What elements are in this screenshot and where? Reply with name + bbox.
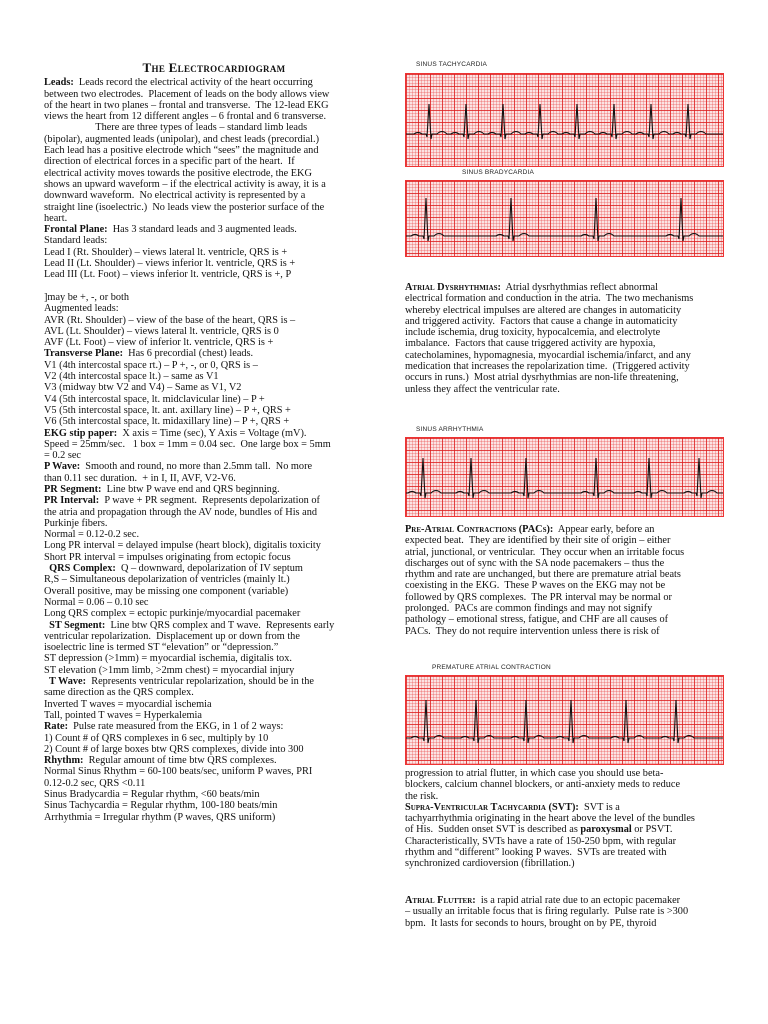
text-span: rhythm and rate are unchanged, but there are premature atrial beats: [405, 569, 681, 581]
bold-term: ST Segment:: [44, 619, 106, 631]
bold-term: Frontal Plane:: [44, 224, 108, 236]
left-column: [44, 62, 384, 823]
text-line: [44, 687, 384, 698]
text-span: Normal Sinus Rhythm = 60-100 beats/sec, uniform P waves, PRI: [44, 766, 313, 778]
bold-term: Supra-Ventricular Tachycardia (SVT):: [405, 801, 579, 813]
text-span: Purkinje fibers.: [44, 517, 108, 529]
text-line: [44, 540, 384, 551]
text-span: Leads record the electrical activity of the heart occurring: [73, 77, 313, 89]
bold-term: EKG stip paper:: [44, 427, 118, 439]
text-span: AVL (Lt. Shoulder) – views lateral lt. ventricle, QRS is 0: [44, 325, 279, 337]
text-line: [44, 766, 384, 777]
text-span: Inverted T waves = myocardial ischemia: [44, 698, 212, 710]
text-line: [44, 552, 384, 563]
text-line: [405, 906, 725, 917]
text-span: Augmented leads:: [44, 303, 119, 315]
ecg-waveform: [406, 104, 723, 139]
text-line: [44, 518, 384, 529]
text-span: electrical formation and conduction in the atria. The two mechanisms: [405, 293, 694, 305]
text-span: direction of electrical forces in a specific part of the heart. If: [44, 156, 295, 168]
bold-term: Rhythm:: [44, 755, 84, 767]
text-line: [405, 282, 725, 293]
text-span: Long PR interval = delayed impulse (heart block), digitalis toxicity: [44, 540, 321, 552]
text-line: [44, 597, 384, 608]
text-line: [44, 405, 384, 416]
text-span: downward waveform. No electrical activity is represented by a: [44, 190, 306, 202]
text-span: views the heart from 12 different angles – 6 frontal and 6 transverse.: [44, 111, 327, 123]
text-line: [405, 779, 725, 790]
text-span: between two electrodes. Placement of leads on the body allows view: [44, 88, 330, 100]
text-line: [44, 642, 384, 653]
text-span: electrical activity moves towards the positive electrode, the EKG: [44, 167, 312, 179]
text-span: V6 (5th intercostal space, lt. midaxillary line) – P +, QRS +: [44, 416, 290, 428]
atrial-flutter-section: [405, 895, 725, 929]
bold-term: Pre-Atrial Contractions (PACs):: [405, 524, 554, 535]
text-span: bpm. It lasts for seconds to hours, brought on by PE, thyroid: [405, 917, 657, 929]
text-span: Smooth and round, no more than 2.5mm tall. No more: [80, 461, 313, 473]
text-span: There are three types of leads – standard limb leads: [44, 122, 308, 134]
ecg-waveform: [406, 700, 723, 743]
text-span: (bipolar), augmented leads (unipolar), and chest leads (precordial.): [44, 133, 320, 145]
text-line: [44, 281, 384, 292]
ecg-strip-sinus-arrhythmia: [405, 437, 724, 517]
text-span: rhythm and “different” looking P waves. SVTs are treated with: [405, 847, 667, 859]
text-span: unless they affect the ventricular rate.: [405, 383, 560, 395]
text-span: Standard leads:: [44, 235, 108, 247]
text-span: Long QRS complex = ectopic purkinje/myocardial pacemaker: [44, 608, 301, 620]
strip-label: PREMATURE ATRIAL CONTRACTION: [432, 664, 551, 671]
text-line: [44, 134, 384, 145]
text-span: discharges out of sync with the SA node pacemakers – thus the: [405, 557, 665, 569]
text-line: [44, 507, 384, 518]
text-line: [44, 190, 384, 201]
ecg-waveform: [406, 198, 723, 241]
text-line: [405, 813, 725, 824]
text-span: Normal = 0.12-0.2 sec.: [44, 529, 140, 541]
text-span: Appear early, before an: [553, 524, 655, 535]
text-span: – usually an irritable focus that is firing regularly. Pulse rate is >300: [405, 906, 689, 918]
text-span: SVT is a: [578, 801, 620, 813]
text-span: blockers, calcium channel blockers, or anti-anxiety meds to reduce: [405, 779, 681, 791]
text-span: Overall positive, may be missing one component (variable): [44, 585, 289, 597]
text-span: synchronized cardioversion (fibrillation.): [405, 858, 575, 870]
text-span: Pulse rate measured from the EKG, in 1 of 2 ways:: [68, 721, 284, 733]
text-line: [44, 100, 384, 111]
text-line: [405, 535, 725, 546]
text-span: catecholamines, hypomagnesia, myocardial ischemia/infarct, and any: [405, 349, 691, 361]
text-span: ST depression (>1mm) = myocardial ischemia, digitalis tox.: [44, 653, 292, 665]
text-span: Lead I (Rt. Shoulder) – views lateral lt. ventricle, QRS is +: [44, 246, 288, 258]
text-line: [44, 473, 384, 484]
bold-term: PR Segment:: [44, 483, 102, 495]
text-line: [405, 626, 725, 637]
strip-label: SINUS BRADYCARDIA: [462, 169, 535, 176]
text-line: [405, 802, 725, 813]
text-span: the atria and propagation through the AV node, bundles of His and: [44, 506, 318, 518]
text-line: [44, 529, 384, 540]
text-line: [405, 547, 725, 558]
text-line: [44, 574, 384, 585]
text-line: [405, 580, 725, 591]
ecg-strip-premature-atrial-contraction: [405, 675, 724, 765]
bold-term: PR Interval:: [44, 495, 100, 507]
text-span: = 0.2 sec: [44, 450, 81, 462]
text-span: V4 (5th intercostal space, lt. midclavicular line) – P +: [44, 393, 265, 405]
text-line: [44, 371, 384, 382]
text-line: [44, 710, 384, 721]
text-line: [405, 895, 725, 906]
text-line: [405, 824, 725, 835]
text-span: ST elevation (>1mm limb, >2mm chest) = myocardial injury: [44, 664, 295, 676]
text-line: [405, 316, 725, 327]
strip-label: SINUS TACHYCARDIA: [416, 61, 488, 68]
text-line: [44, 461, 384, 472]
bold-term: T Wave:: [44, 676, 87, 688]
text-line: [44, 168, 384, 179]
text-span: V2 (4th intercostal space lt.) – same as V1: [44, 371, 219, 383]
text-span: coexisting in the EKG. These P waves on the EKG may not be: [405, 580, 666, 592]
text-line: [44, 213, 384, 224]
text-line: [44, 337, 384, 348]
text-span: tachyarrhythmia originating in the heart above the level of the bundles: [405, 813, 695, 825]
text-span: Has 3 standard leads and 3 augmented leads.: [107, 224, 297, 236]
text-span: Atrial dysrhythmias reflect abnormal: [500, 282, 658, 293]
text-span: Tall, pointed T waves = Hyperkalemia: [44, 709, 202, 721]
atrial-dysrhythmias-section: [405, 282, 725, 395]
text-span: prolonged. PACs are common findings and may not signify: [405, 603, 653, 615]
bold-term: paroxysmal: [580, 824, 632, 836]
text-span: ]may be +, -, or both: [44, 291, 130, 303]
text-span: followed by QRS complexes. The PR interval may be normal or: [405, 591, 672, 603]
text-span: 0.12-0.2 sec, QRS <0.11: [44, 777, 146, 789]
text-span: than 0.11 sec duration. + in I, II, AVF, V2-V6.: [44, 472, 236, 484]
ecg-trace: [406, 438, 723, 516]
text-line: [44, 699, 384, 710]
text-line: [44, 292, 384, 303]
text-span: or PSVT.: [631, 824, 673, 836]
text-line: [44, 733, 384, 744]
bold-term: Rate:: [44, 721, 69, 733]
bold-term: P Wave:: [44, 461, 81, 473]
text-line: [44, 247, 384, 258]
text-span: imbalance. Factors that cause triggered activity are hypoxia,: [405, 338, 656, 350]
text-line: [44, 303, 384, 314]
text-span: Normal = 0.06 – 0.10 sec: [44, 596, 149, 608]
bold-term: Leads:: [44, 77, 74, 89]
left-text-body: [44, 77, 384, 823]
text-line: [44, 416, 384, 427]
text-span: Sinus Tachycardia = Regular rhythm, 100-180 beats/min: [44, 800, 278, 812]
text-span: Lead III (Lt. Foot) – views inferior lt. ventricle, QRS is +, P: [44, 269, 292, 281]
text-span: Characteristically, SVTs have a rate of 150-250 bpm, with regular: [405, 835, 677, 847]
text-line: [405, 847, 725, 858]
text-line: [44, 789, 384, 800]
text-span: include ischemia, drug toxicity, hypocalcemia, and electrolyte: [405, 327, 661, 339]
text-line: [405, 836, 725, 847]
text-span: Q – downward, depolarization of IV septum: [115, 563, 303, 575]
text-line: [44, 563, 384, 574]
text-span: pathology – emotional stress, fatigue, and CHF are all causes of: [405, 614, 669, 626]
text-line: [44, 778, 384, 789]
text-span: Represents ventricular repolarization, should be in the: [86, 676, 314, 688]
text-line: [405, 384, 725, 395]
text-span: heart.: [44, 212, 68, 224]
text-span: [44, 281, 47, 292]
text-line: [44, 394, 384, 405]
text-line: [44, 676, 384, 687]
text-line: [405, 918, 725, 929]
text-span: of the heart in two planes – frontal and transverse. The 12-lead EKG: [44, 99, 329, 111]
text-span: 1) Count # of QRS complexes in 6 sec, multiply by 10: [44, 732, 269, 744]
text-span: AVR (Rt. Shoulder) – view of the base of the heart, QRS is –: [44, 314, 296, 326]
text-line: [44, 235, 384, 246]
ecg-trace: [406, 676, 723, 764]
text-span: Line btw QRS complex and T wave. Represents early: [105, 619, 335, 631]
text-span: PACs. They do not require intervention unless there is risk of: [405, 625, 660, 637]
text-span: Lead II (Lt. Shoulder) – views inferior lt. ventricle, QRS is +: [44, 258, 296, 270]
text-line: [44, 439, 384, 450]
text-line: [44, 665, 384, 676]
text-line: [44, 348, 384, 359]
text-span: V1 (4th intercostal space rt.) – P +, -, or 0, QRS is –: [44, 359, 258, 371]
text-span: X axis = Time (sec), Y Axis = Voltage (mV).: [117, 427, 307, 439]
bold-term: Atrial Flutter:: [405, 895, 476, 906]
text-span: whereby electrical impulses are altered are changes in automaticity: [405, 304, 682, 316]
text-span: Line btw P wave end and QRS beginning.: [101, 483, 280, 495]
text-line: [405, 338, 725, 349]
text-line: [44, 156, 384, 167]
text-line: [44, 315, 384, 326]
text-line: [44, 755, 384, 766]
text-span: V3 (midway btw V2 and V4) – Same as V1, V2: [44, 382, 242, 394]
text-span: AVF (Lt. Foot) – view of inferior lt. ventricle, QRS is +: [44, 337, 274, 349]
text-line: [44, 620, 384, 631]
text-span: R,S – Simultaneous depolarization of ventricles (mainly lt.): [44, 574, 290, 586]
text-span: Short PR interval = impulses originating from ectopic focus: [44, 551, 291, 563]
text-span: Each lead has a positive electrode which “sees” the magnitude and: [44, 145, 319, 157]
text-span: shows an upward waveform – if the electrical activity is away, it is a: [44, 178, 326, 190]
text-line: [44, 111, 384, 122]
text-line: [405, 524, 725, 535]
text-line: [44, 744, 384, 755]
text-line: [405, 350, 725, 361]
text-line: [405, 768, 725, 779]
bold-term: Atrial Dysrhythmias:: [405, 282, 501, 293]
ecg-trace: [406, 181, 723, 256]
text-line: [44, 224, 384, 235]
text-line: [44, 258, 384, 269]
text-line: [405, 603, 725, 614]
text-line: [405, 361, 725, 372]
ecg-waveform: [406, 458, 723, 498]
text-line: [405, 558, 725, 569]
text-line: [44, 360, 384, 371]
text-line: [405, 372, 725, 383]
text-line: [44, 382, 384, 393]
text-line: [405, 592, 725, 603]
text-line: [44, 800, 384, 811]
text-line: [405, 305, 725, 316]
text-line: [44, 179, 384, 190]
text-span: P wave + PR segment. Represents depolarization of: [99, 495, 320, 507]
text-line: [44, 202, 384, 213]
text-span: same direction as the QRS complex.: [44, 687, 194, 699]
text-line: [405, 791, 725, 802]
text-span: expected beat. They are identified by their site of origin – either: [405, 535, 671, 547]
text-span: the risk.: [405, 790, 439, 802]
text-span: Speed = 25mm/sec. 1 box = 1mm = 0.04 sec. One large box = 5mm: [44, 438, 331, 450]
text-span: straight line (isoelectric.) No leads view the posterior surface of the: [44, 201, 325, 213]
text-span: occurs in runs.) Most atrial dysrhythmias are non-life threatening,: [405, 372, 679, 384]
ecg-strip-sinus-bradycardia: [405, 180, 724, 257]
text-span: of His. Sudden onset SVT is described as: [405, 824, 581, 836]
text-line: [44, 77, 384, 88]
text-line: [405, 569, 725, 580]
text-line: [44, 608, 384, 619]
ecg-strip-sinus-tachycardia: [405, 73, 724, 167]
text-line: [44, 586, 384, 597]
text-span: is a rapid atrial rate due to an ectopic pacemaker: [475, 895, 681, 906]
pacs-section: [405, 524, 725, 637]
svt-section: [405, 768, 725, 870]
text-line: [44, 653, 384, 664]
text-span: Has 6 precordial (chest) leads.: [123, 348, 254, 360]
text-line: [44, 428, 384, 439]
ecg-trace: [406, 74, 723, 166]
text-span: medication that increases the repolarization time. (Triggered activity: [405, 361, 690, 373]
text-line: [44, 721, 384, 732]
text-line: [44, 812, 384, 823]
text-span: 2) Count # of large boxes btw QRS complexes, divide into 300: [44, 743, 304, 755]
text-line: [44, 145, 384, 156]
text-line: [44, 484, 384, 495]
text-span: V5 (5th intercostal space, lt. ant. axillary line) – P +, QRS +: [44, 404, 291, 416]
text-line: [405, 327, 725, 338]
text-line: [44, 450, 384, 461]
text-span: Regular amount of time btw QRS complexes.: [83, 755, 277, 767]
text-span: ventricular repolarization. Displacement up or down from the: [44, 630, 300, 642]
bold-term: Transverse Plane:: [44, 348, 124, 360]
text-line: [44, 631, 384, 642]
text-line: [405, 293, 725, 304]
text-line: [44, 89, 384, 100]
text-span: isoelectric line is termed ST “elevation” or “depression.”: [44, 642, 279, 654]
text-line: [44, 326, 384, 337]
text-span: Arrhythmia = Irregular rhythm (P waves, QRS uniform): [44, 811, 276, 823]
bold-term: QRS Complex:: [44, 563, 116, 575]
strip-label: SINUS ARRHYTHMIA: [416, 426, 484, 433]
text-line: [405, 858, 725, 869]
text-span: Sinus Bradycardia = Regular rhythm, <60 beats/min: [44, 789, 260, 800]
text-line: [405, 614, 725, 625]
text-span: and triggered activity. Factors that cause a change in automaticity: [405, 315, 678, 327]
text-span: progression to atrial flutter, in which case you should use beta-: [405, 768, 664, 779]
document-title: The Electrocardiogram: [142, 60, 286, 75]
text-line: [44, 269, 384, 280]
text-line: [44, 495, 384, 506]
text-line: [44, 122, 384, 133]
text-span: atrial, junctional, or ventricular. They occur when an irritable focus: [405, 546, 685, 558]
